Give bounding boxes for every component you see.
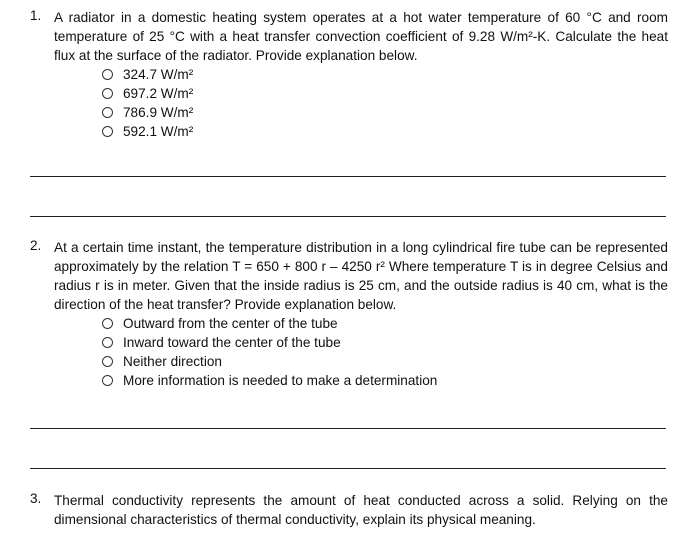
question-number: 3. bbox=[30, 491, 42, 506]
radio-button[interactable] bbox=[102, 69, 113, 80]
option-label: Inward toward the center of the tube bbox=[123, 335, 341, 350]
answer-option[interactable] bbox=[102, 65, 668, 84]
question-number: 1. bbox=[30, 8, 42, 23]
radio-button[interactable] bbox=[102, 337, 113, 348]
answer-option[interactable] bbox=[102, 371, 668, 390]
answer-line[interactable] bbox=[30, 428, 666, 429]
option-label: More information is needed to make a determination bbox=[123, 373, 438, 388]
question-text: Thermal conductivity represents the amount of heat conducted across a solid. Relying on the dimensional characteristics of thermal conductivity, explain its physical meaning. bbox=[54, 493, 668, 527]
radio-button[interactable] bbox=[102, 88, 113, 99]
answer-option[interactable] bbox=[102, 103, 668, 122]
option-label: 592.1 W/m² bbox=[123, 124, 194, 139]
radio-button[interactable] bbox=[102, 356, 113, 367]
option-label: 786.9 W/m² bbox=[123, 105, 194, 120]
question-3 bbox=[30, 491, 668, 529]
option-label: 324.7 W/m² bbox=[123, 67, 194, 82]
radio-button[interactable] bbox=[102, 318, 113, 329]
question-number: 2. bbox=[30, 238, 42, 253]
answer-option[interactable] bbox=[102, 314, 668, 333]
option-label: Outward from the center of the tube bbox=[123, 316, 338, 331]
answer-line[interactable] bbox=[30, 468, 666, 469]
answer-option[interactable] bbox=[102, 84, 668, 103]
option-label: 697.2 W/m² bbox=[123, 86, 194, 101]
answer-option[interactable] bbox=[102, 333, 668, 352]
answer-line[interactable] bbox=[30, 216, 666, 217]
answer-options bbox=[102, 65, 668, 141]
radio-button[interactable] bbox=[102, 126, 113, 137]
answer-option[interactable] bbox=[102, 122, 668, 141]
question-1 bbox=[30, 8, 668, 141]
radio-button[interactable] bbox=[102, 107, 113, 118]
answer-options bbox=[102, 314, 668, 390]
question-text: At a certain time instant, the temperature distribution in a long cylindrical fire tube can be represented approximately by the relation T = 650 + 800 r – 4250 r² Where temperature T is in degree Celsius and radius r is in meter. Given that the inside radius is 25 cm, and the outside radius is 40 cm, what is the direction of the heat transfer? Provide explanation below. bbox=[54, 240, 668, 312]
answer-option[interactable] bbox=[102, 352, 668, 371]
answer-line[interactable] bbox=[30, 176, 666, 177]
question-2 bbox=[30, 238, 668, 390]
question-text: A radiator in a domestic heating system operates at a hot water temperature of 60 °C and room temperature of 25 °C with a heat transfer convection coefficient of 9.28 W/m²-K. Calculate the heat flux at the surface of the radiator. Provide explanation below. bbox=[54, 10, 668, 63]
radio-button[interactable] bbox=[102, 375, 113, 386]
option-label: Neither direction bbox=[123, 354, 222, 369]
